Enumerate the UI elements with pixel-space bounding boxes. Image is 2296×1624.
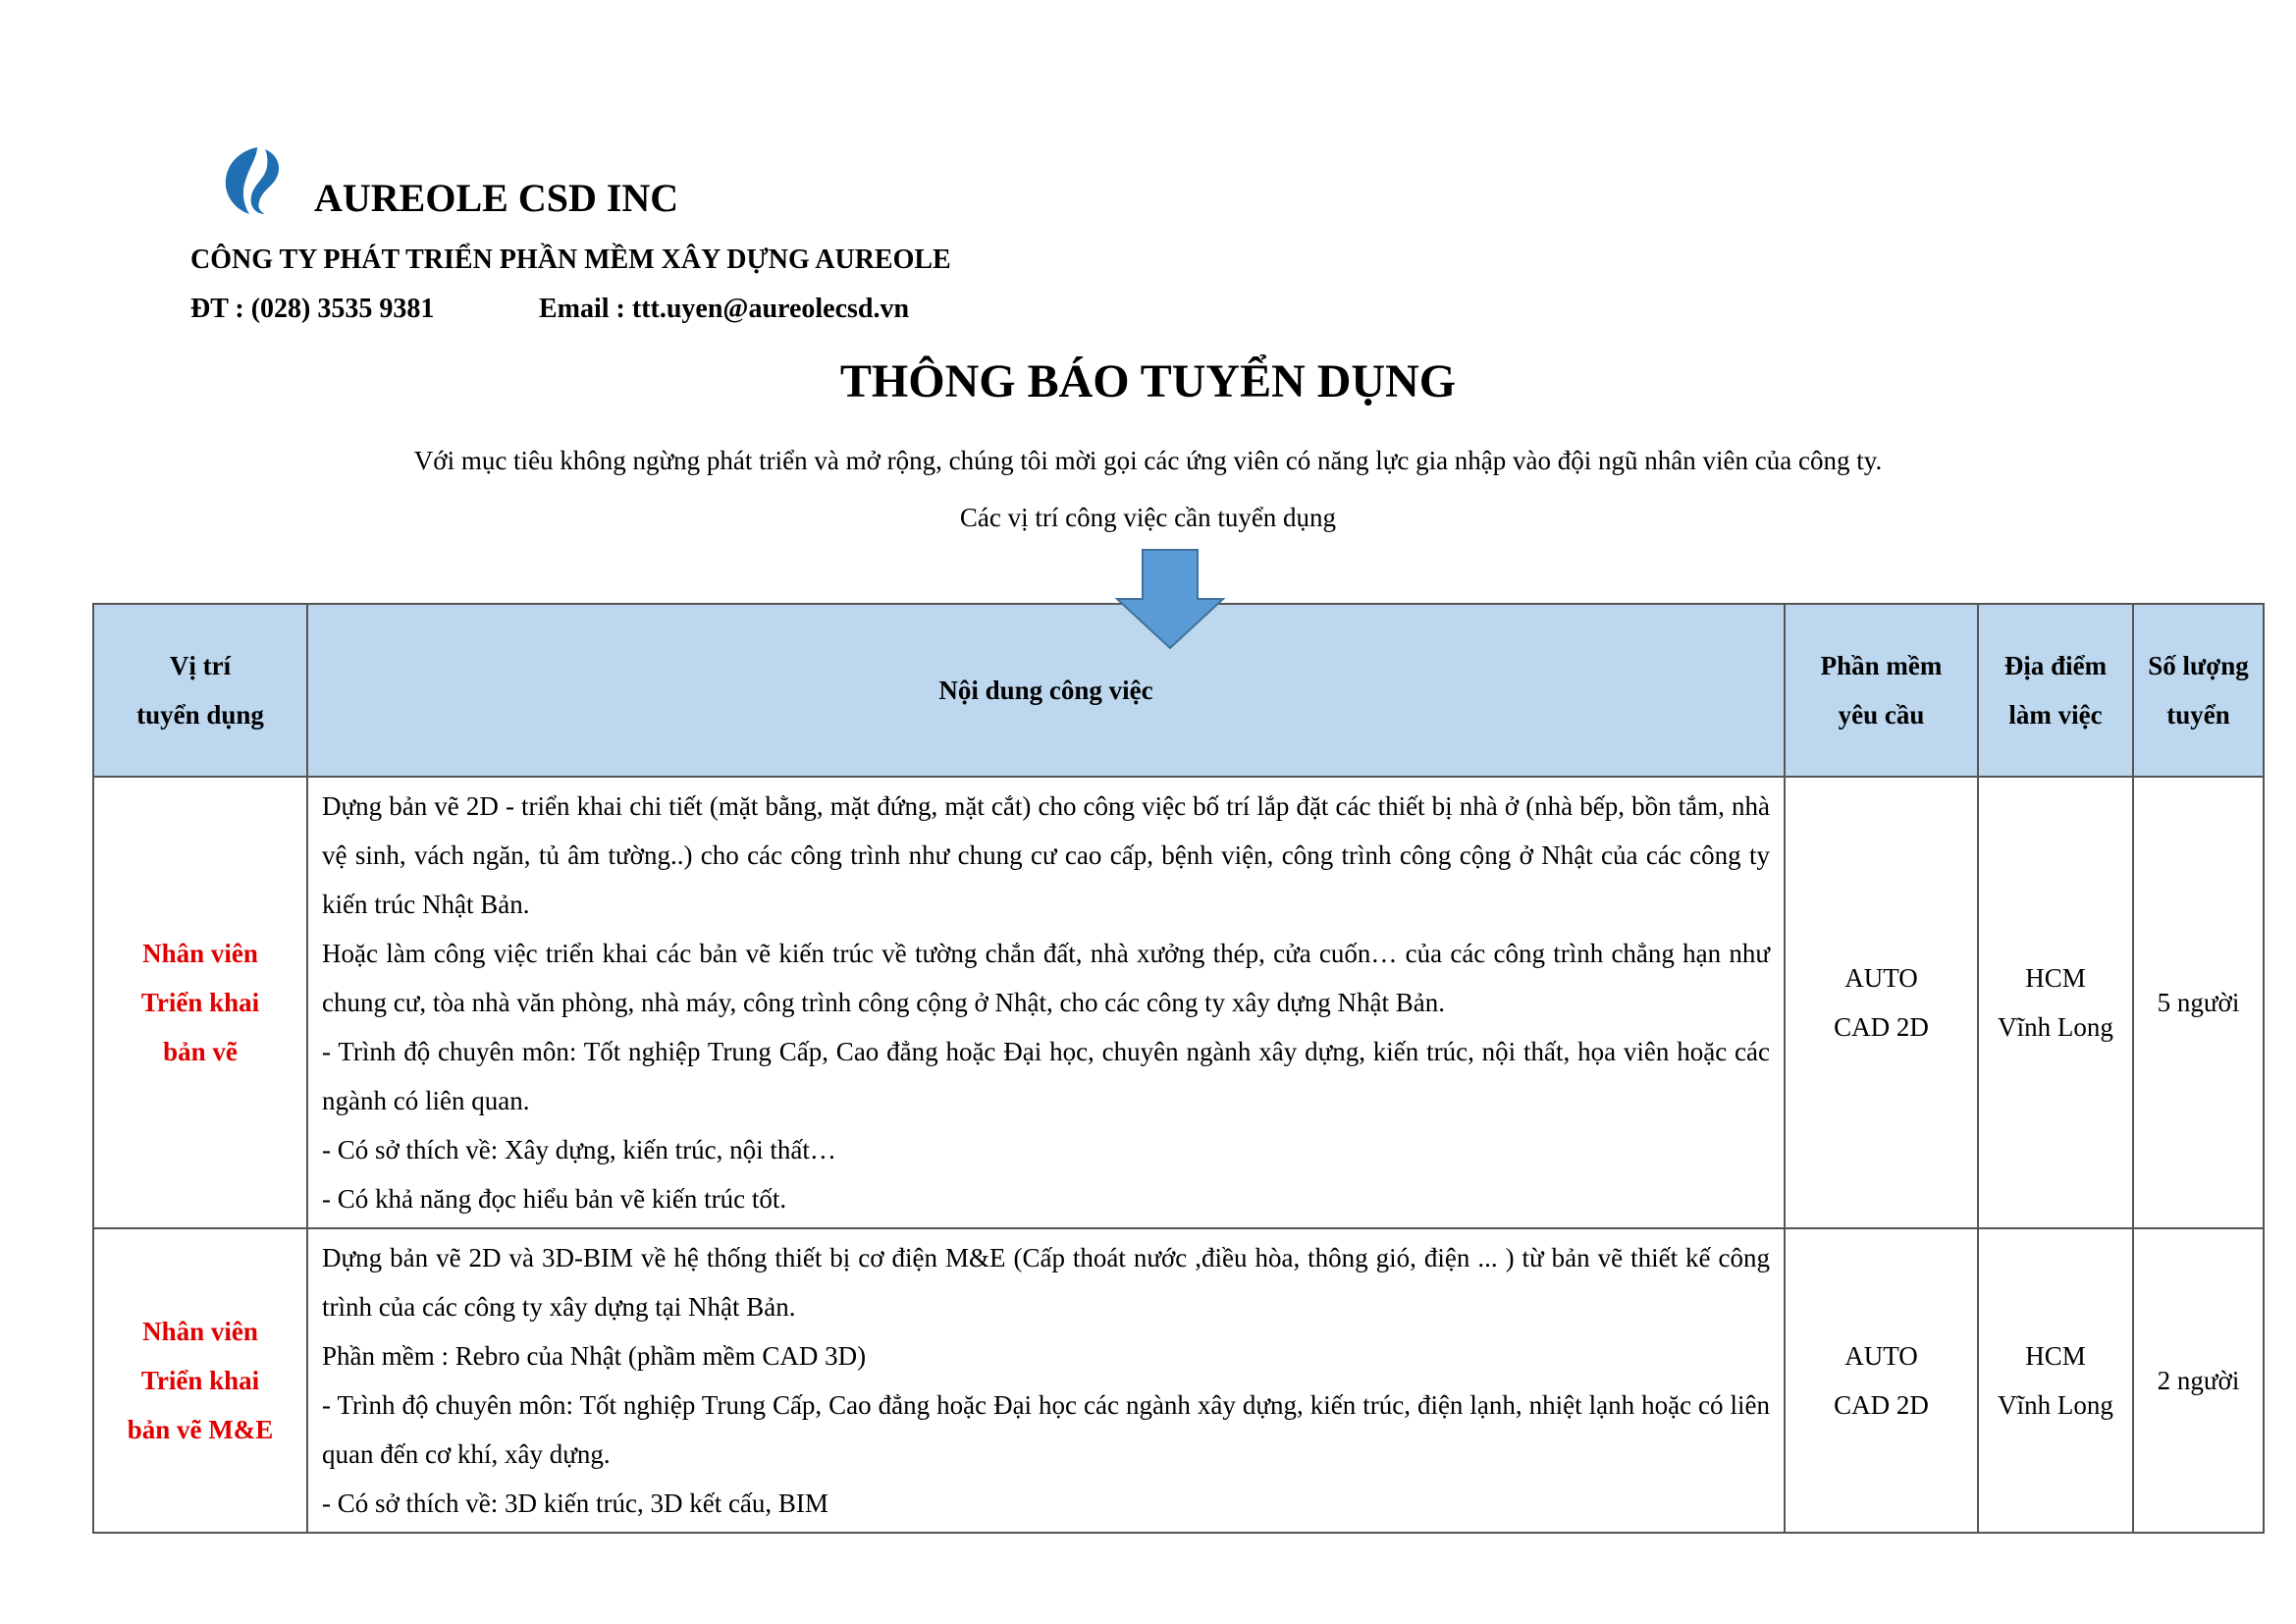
company-full-name: CÔNG TY PHÁT TRIỂN PHẦN MỀM XÂY DỰNG AUREOLE	[190, 244, 951, 275]
job-quantity: 2 người	[2133, 1228, 2264, 1533]
header-quantity: Số lượng tuyển	[2133, 604, 2264, 777]
job-quantity: 5 người	[2133, 777, 2264, 1228]
document-title: THÔNG BÁO TUYỂN DỤNG	[839, 355, 1457, 407]
header-software: Phần mềm yêu cầu	[1785, 604, 1978, 777]
table-row	[93, 1228, 2264, 1533]
job-position: Nhân viên Triển khai bản vẽ M&E	[93, 1228, 307, 1533]
header-position: Vị trí tuyển dụng	[93, 604, 307, 777]
header-content: Nội dung công việc	[307, 604, 1785, 777]
contact-email: Email : ttt.uyen@aureolecsd.vn	[539, 294, 910, 324]
company-name: AUREOLE CSD INC	[314, 176, 679, 220]
contact-phone: ĐT : (028) 3535 9381	[190, 294, 435, 324]
job-location: HCM Vĩnh Long	[1978, 777, 2133, 1228]
intro-paragraph: Với mục tiêu không ngừng phát triển và mở rộng, chúng tôi mời gọi các ứng viên có năng lực gia nhập vào đội ngũ nhân viên của công ty.	[413, 446, 1883, 475]
arrow-down-icon	[1113, 548, 1227, 650]
table-row	[93, 777, 2264, 1228]
header-location: Địa điểm làm việc	[1978, 604, 2133, 777]
job-location: HCM Vĩnh Long	[1978, 1228, 2133, 1533]
positions-subheading: Các vị trí công việc cần tuyển dụng	[959, 503, 1337, 532]
job-description: Dựng bản vẽ 2D và 3D-BIM về hệ thống thiết bị cơ điện M&E (Cấp thoát nước ,điều hòa, thông gió, điện ... ) từ bản vẽ thiết kế công trình của các công ty xây dựng tại Nhật Bản. Phần mềm : Rebro của Nhật (phầm mềm CAD 3D) - Trình độ chuyên môn: Tốt nghiệp Trung Cấp, Cao đẳng hoặc Đại học các ngành xây dựng, kiến trúc, điện lạnh, nhiệt lạnh hoặc có liên quan đến cơ khí, xây dựng. - Có sở thích về: 3D kiến trúc, 3D kết cấu, BIM	[307, 1228, 1785, 1533]
job-description: Dựng bản vẽ 2D - triển khai chi tiết (mặt bằng, mặt đứng, mặt cắt) cho công việc bố trí lắp đặt các thiết bị nhà ở (nhà bếp, bồn tắm, nhà vệ sinh, vách ngăn, tủ âm tường..) cho các công trình như chung cư cao cấp, bệnh viện, công trình công cộng ở Nhật của các công ty kiến trúc Nhật Bản. Hoặc làm công việc triển khai các bản vẽ kiến trúc về tường chắn đất, nhà xưởng thép, cửa cuốn… của các công trình chẳng hạn như chung cư, tòa nhà văn phòng, nhà máy, công trình công cộng ở Nhật, cho các công ty xây dựng Nhật Bản. - Trình độ chuyên môn: Tốt nghiệp Trung Cấp, Cao đẳng hoặc Đại học, chuyên ngành xây dựng, kiến trúc, nội thất, họa viên hoặc các ngành có liên quan. - Có sở thích về: Xây dựng, kiến trúc, nội thất… - Có khả năng đọc hiểu bản vẽ kiến trúc tốt.	[307, 777, 1785, 1228]
company-logo	[222, 145, 291, 216]
job-position: Nhân viên Triển khai bản vẽ	[93, 777, 307, 1228]
jobs-table	[92, 603, 2265, 1534]
job-software: AUTO CAD 2D	[1785, 777, 1978, 1228]
job-software: AUTO CAD 2D	[1785, 1228, 1978, 1533]
